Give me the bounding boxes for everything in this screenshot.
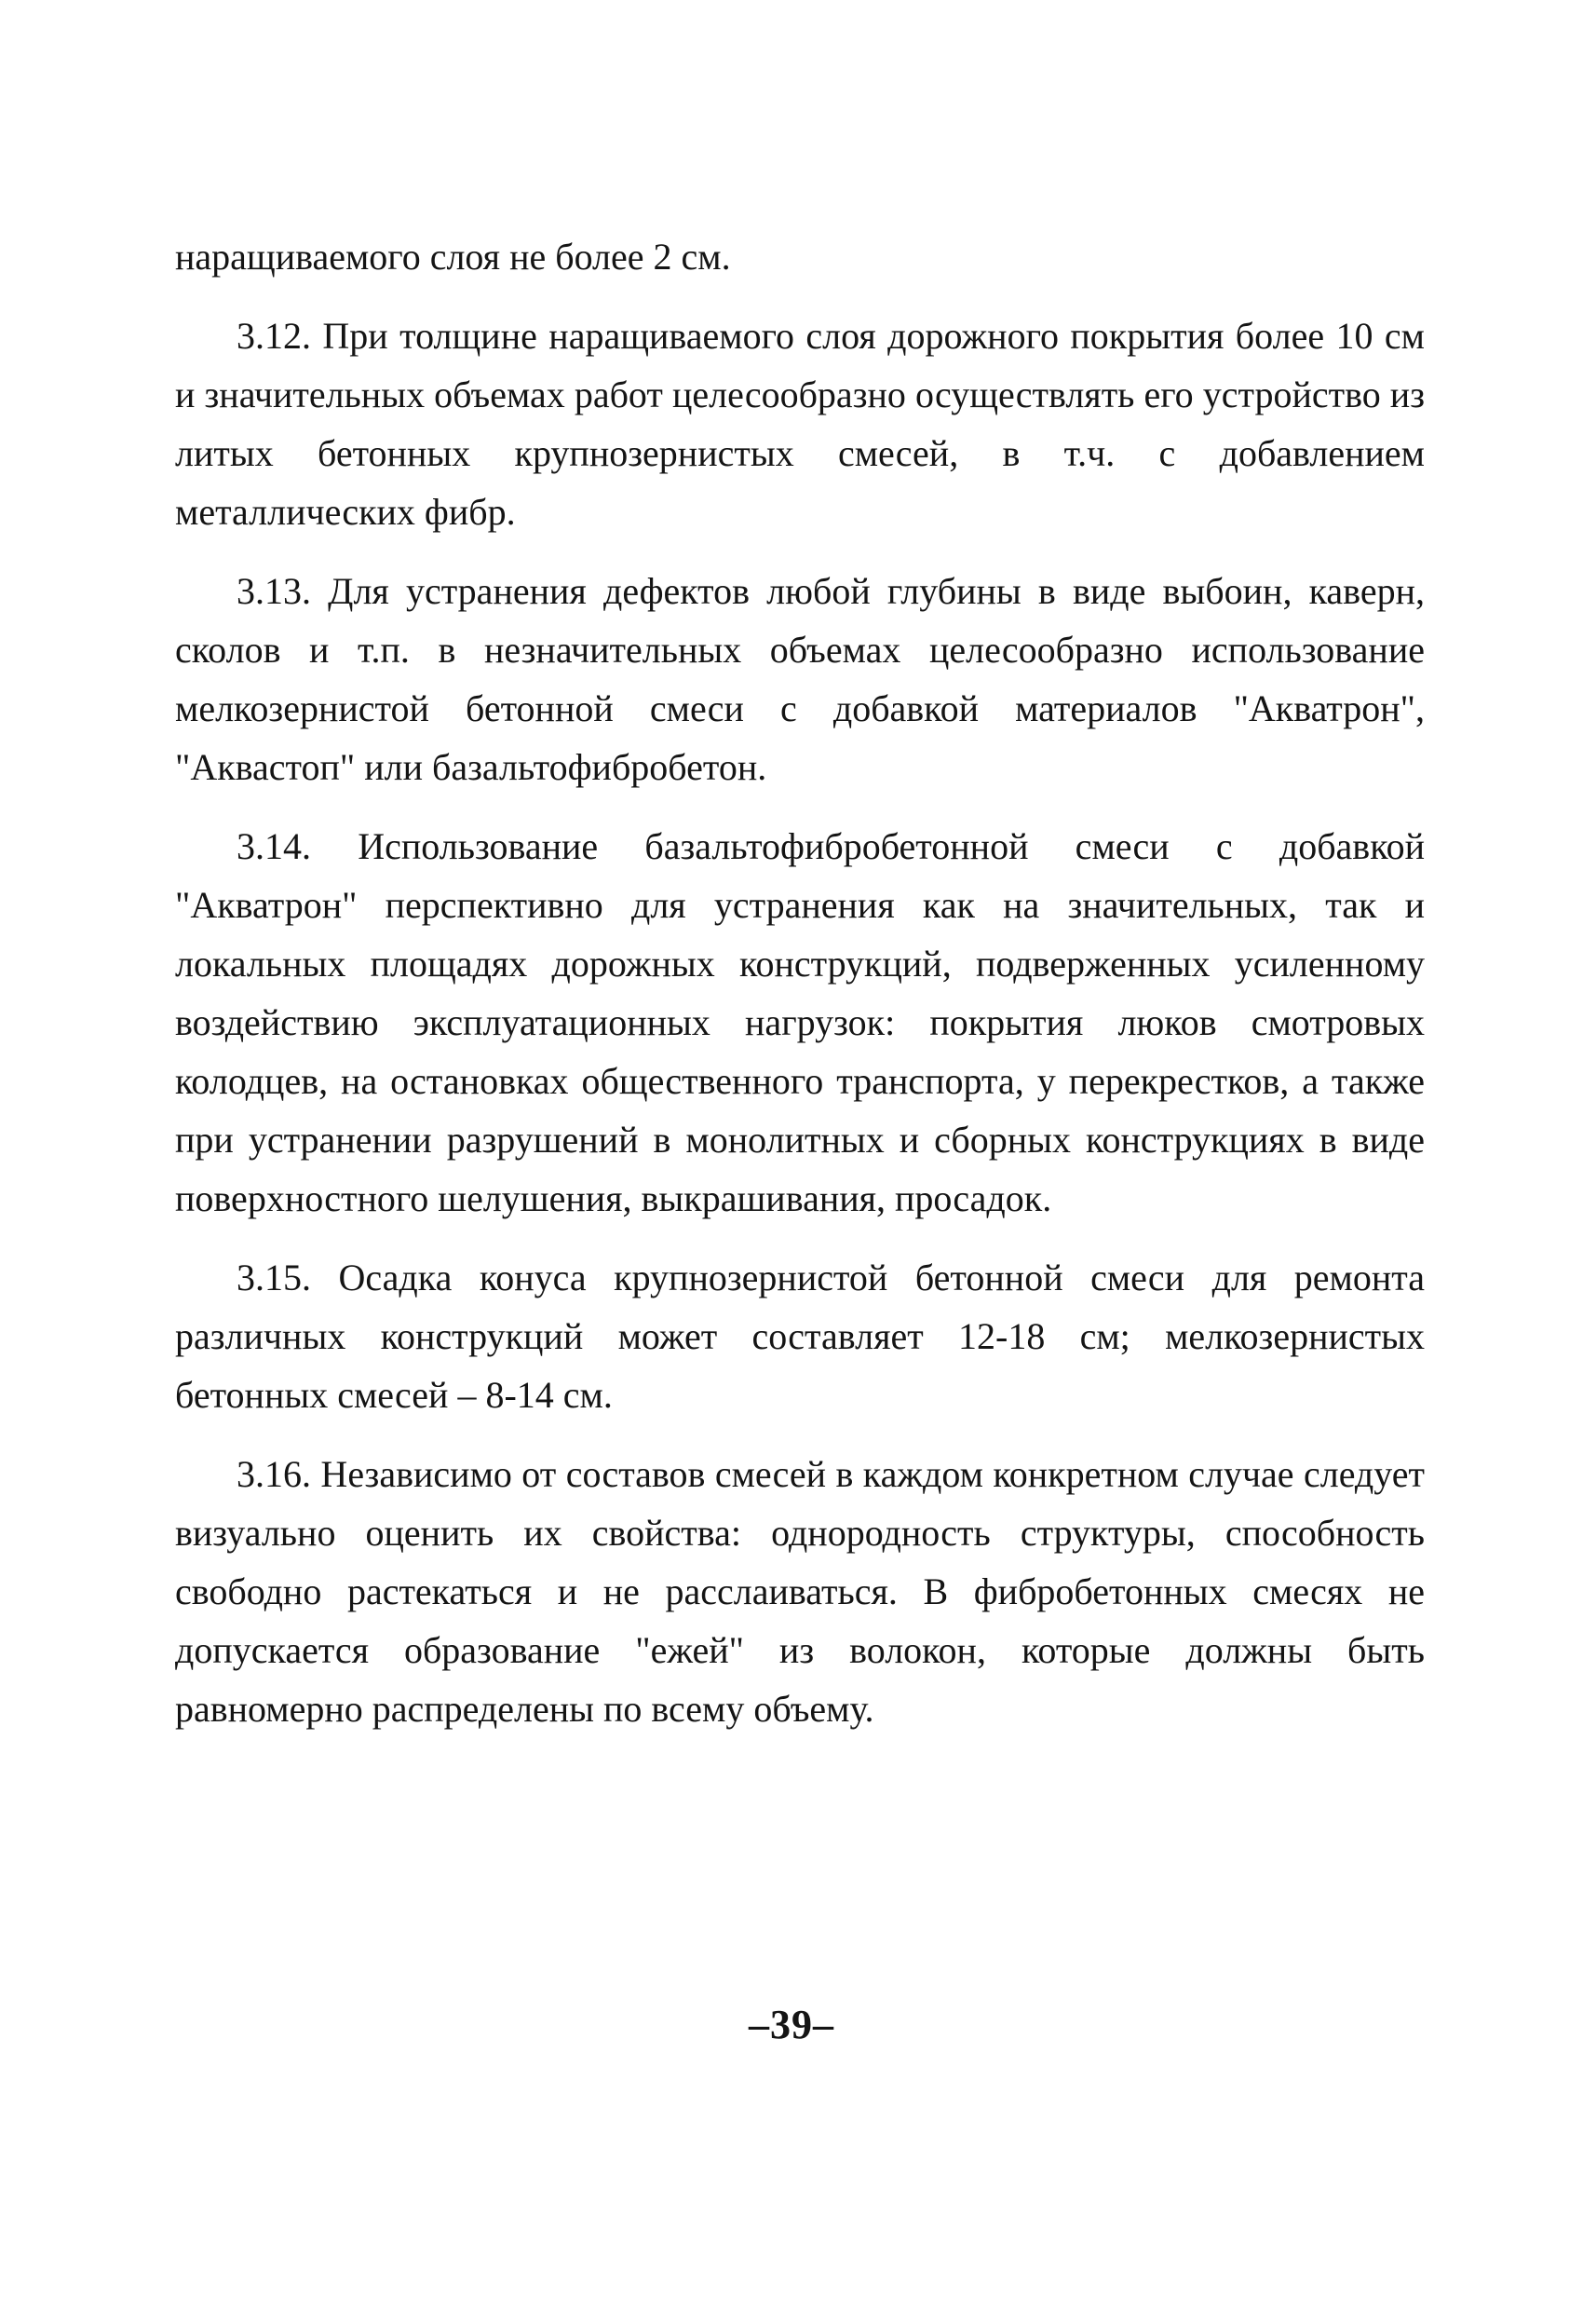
paragraph-3-15: 3.15. Осадка конуса крупнозернистой бетонной смеси для ремонта различных конструкций может составляет 12-18 см; мелкозернистых бетонных смесей – 8-14 см. [175, 1257, 1425, 1416]
paragraph-continuation: наращиваемого слоя не более 2 см. [175, 236, 731, 278]
paragraph-3-16: 3.16. Независимо от составов смесей в каждом конкретном случае следует визуально оценить их свойства: однородность структуры, способность свободно растекаться и не расслаиваться. В фибробетонных смесях не допускается образование "ежей" из волокон, которые должны быть равномерно распределены по всему объему. [175, 1453, 1425, 1730]
paragraph-3-13: 3.13. Для устранения дефектов любой глубины в виде выбоин, каверн, сколов и т.п. в незначительных объемах целесообразно использование мелкозернистой бетонной смеси с добавкой материалов "Акватрон", "Аквастоп" или базальтофибробетон. [175, 570, 1425, 788]
paragraph-3-12: 3.12. При толщине наращиваемого слоя дорожного покрытия более 10 см и значительных объемах работ целесообразно осуществлять его устройство из литых бетонных крупнозернистых смесей, в т.ч. с добавлением металлических фибр. [175, 315, 1425, 533]
paragraph-3-14: 3.14. Использование базальтофибробетонной смеси с добавкой "Акватрон" перспективно для устранения как на значительных, так и локальных площадях дорожных конструкций, подверженных усиленному воздействию эксплуатационных нагрузок: покрытия люков смотровых колодцев, на остановках общественного транспорта, у перекрестков, а также при устранении разрушений в монолитных и сборных конструкциях в виде поверхностного шелушения, выкрашивания, просадок. [175, 825, 1425, 1219]
body-text [175, 227, 1425, 1759]
page-number: –39– [749, 2002, 834, 2047]
